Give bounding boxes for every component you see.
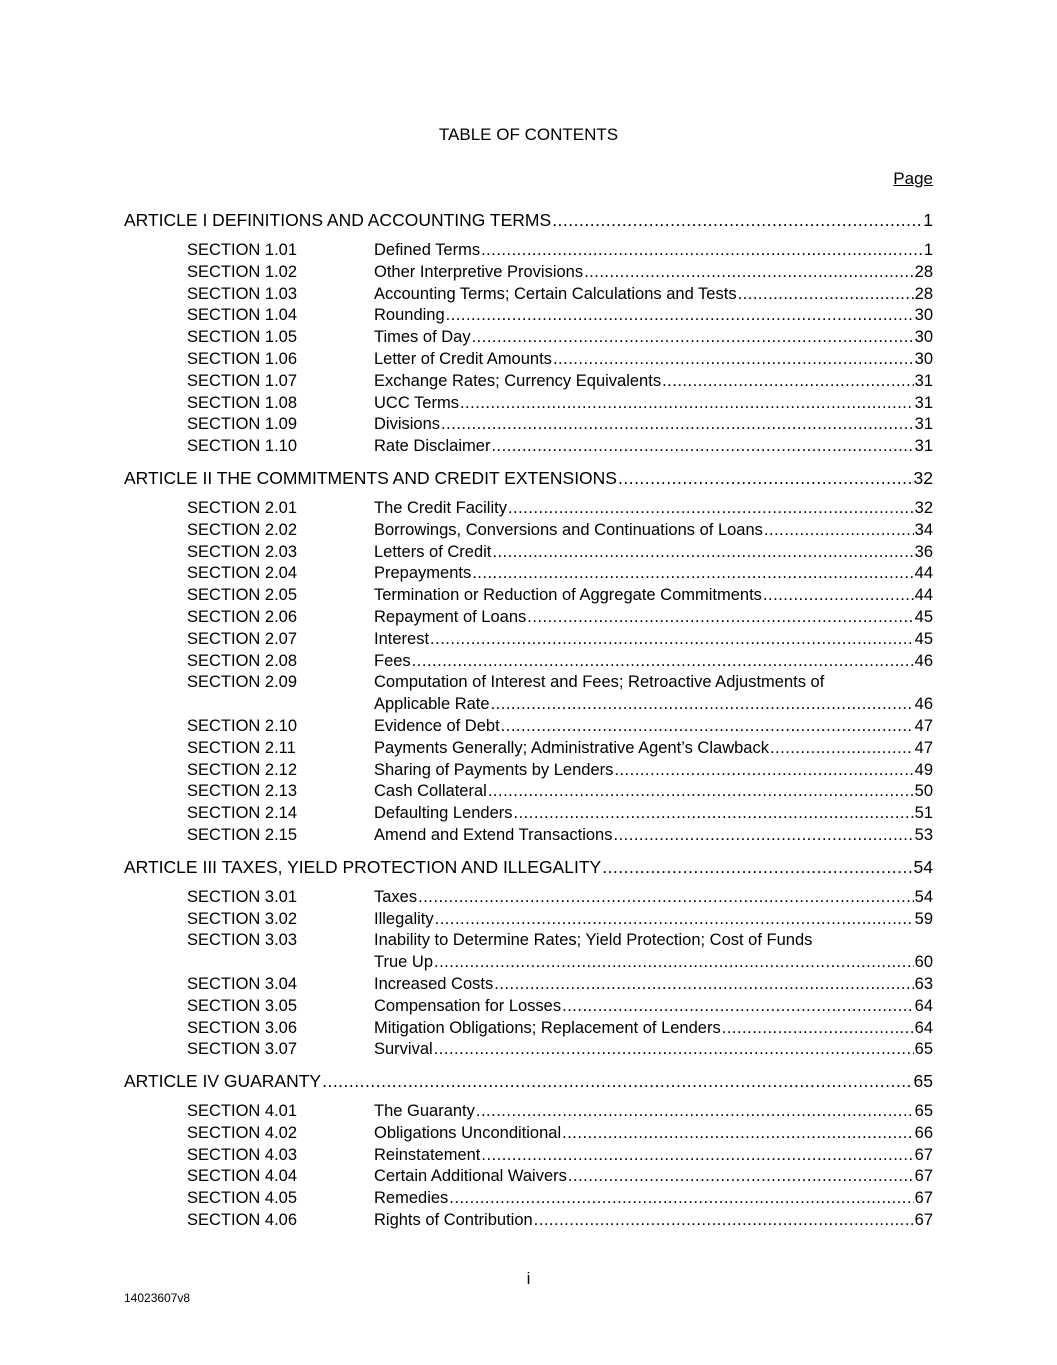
toc-article-entry[interactable] [124, 855, 933, 879]
section-title: The Guaranty [374, 1102, 475, 1121]
section-title-wrap [374, 1210, 933, 1232]
dot-leader [491, 436, 913, 458]
toc-section-entry[interactable] [124, 1039, 933, 1061]
toc-section-entry[interactable] [124, 284, 933, 306]
dot-leader [412, 651, 914, 673]
section-title-wrap [374, 1123, 933, 1145]
dot-leader [584, 262, 914, 284]
toc-section-entry[interactable] [124, 672, 933, 716]
article-title: ARTICLE II THE COMMITMENTS AND CREDIT EXTENSIONS [124, 467, 617, 488]
section-title: Repayment of Loans [374, 607, 527, 626]
section-page-number: 54 [914, 887, 933, 906]
section-number: SECTION 3.04 [187, 974, 298, 993]
section-title-line: True Up [374, 953, 433, 972]
section-title: Evidence of Debt [374, 716, 500, 735]
section-title-wrap [374, 240, 933, 262]
section-number: SECTION 2.14 [187, 804, 298, 823]
section-page-number: 59 [914, 909, 933, 928]
dot-leader [562, 996, 914, 1018]
dot-leader [460, 393, 914, 415]
section-page-number: 31 [914, 393, 933, 412]
section-title: Interest [374, 629, 430, 648]
toc-section-entry[interactable] [124, 1123, 933, 1145]
section-title: Cash Collateral [374, 782, 487, 801]
section-page-number: 30 [914, 328, 933, 347]
section-title: Remedies [374, 1189, 449, 1208]
section-title: Mitigation Obligations; Replacement of Lenders [374, 1018, 721, 1037]
dot-leader [322, 1069, 912, 1093]
section-title: Letter of Credit Amounts [374, 349, 552, 368]
section-title: Fees [374, 651, 411, 670]
toc-section-entry[interactable] [124, 1210, 933, 1232]
toc-section-entry[interactable] [124, 240, 933, 262]
section-number: SECTION 2.10 [187, 716, 298, 735]
section-number: SECTION 3.06 [187, 1018, 298, 1037]
section-number: SECTION 1.05 [187, 328, 298, 347]
section-title: Other Interpretive Provisions [374, 262, 584, 281]
section-title-wrap [374, 887, 933, 909]
section-number: SECTION 2.07 [187, 629, 298, 648]
section-number: SECTION 2.01 [187, 498, 298, 517]
section-title-wrap [374, 349, 933, 371]
section-page-number: 32 [914, 498, 933, 517]
section-page-number: 67 [914, 1145, 933, 1164]
section-page-number: 51 [914, 804, 933, 823]
section-title: Rights of Contribution [374, 1211, 533, 1230]
section-title-wrap [374, 1039, 933, 1061]
section-title: Letters of Credit [374, 542, 492, 561]
toc-section-entry[interactable] [124, 738, 933, 760]
section-title-continuation [374, 694, 933, 716]
section-number: SECTION 1.06 [187, 349, 298, 368]
article-page-number: 1 [923, 210, 933, 230]
section-title-wrap [374, 803, 933, 825]
section-number: SECTION 4.04 [187, 1167, 298, 1186]
section-title-wrap [374, 498, 933, 520]
dot-leader [562, 1123, 914, 1145]
section-number: SECTION 1.04 [187, 306, 298, 325]
section-page-number: 31 [914, 437, 933, 456]
section-title-wrap [374, 651, 933, 673]
dot-leader [553, 349, 914, 371]
section-page-number: 46 [914, 651, 933, 670]
dot-leader [738, 284, 914, 306]
section-title: Prepayments [374, 564, 472, 583]
section-page-number: 44 [914, 586, 933, 605]
section-page-number: 31 [914, 415, 933, 434]
section-title-wrap [374, 327, 933, 349]
section-page-number: 64 [914, 1018, 933, 1037]
dot-leader [481, 1145, 913, 1167]
section-number: SECTION 1.01 [187, 241, 298, 259]
dot-leader [618, 466, 913, 490]
section-number: SECTION 4.06 [187, 1211, 298, 1230]
section-title-wrap [374, 607, 933, 629]
section-page-number: 31 [914, 371, 933, 390]
section-number: SECTION 3.05 [187, 996, 298, 1015]
section-title-wrap [374, 1101, 933, 1123]
toc-section-entry[interactable] [124, 542, 933, 564]
section-number: SECTION 2.15 [187, 825, 298, 844]
section-page-number: 50 [914, 782, 933, 801]
article-title: ARTICLE IV GUARANTY [124, 1071, 322, 1092]
toc-section-entry[interactable] [124, 371, 933, 393]
section-page-number: 45 [914, 607, 933, 626]
section-number: SECTION 2.09 [187, 673, 298, 692]
section-number: SECTION 3.02 [187, 909, 298, 928]
document-id: 14023607v8 [124, 1291, 191, 1305]
dot-leader [662, 371, 914, 393]
section-title: Exchange Rates; Currency Equivalents [374, 371, 662, 390]
section-title-wrap [374, 1188, 933, 1210]
section-page-number: 67 [914, 1167, 933, 1186]
dot-leader [449, 1188, 913, 1210]
article-page-number: 54 [913, 856, 933, 877]
section-page-number: 47 [914, 738, 933, 757]
section-title-wrap [374, 1018, 933, 1040]
toc-section-entry[interactable] [124, 716, 933, 738]
toc-title: TABLE OF CONTENTS [438, 125, 619, 144]
section-page-number: 63 [914, 974, 933, 993]
toc-article-entry[interactable] [124, 466, 933, 490]
section-page-number: 1 [923, 241, 933, 259]
section-title: Payments Generally; Administrative Agent’s Clawback [374, 738, 769, 757]
dot-leader [534, 1210, 914, 1232]
section-title-wrap [374, 305, 933, 327]
section-title-wrap [374, 909, 933, 931]
section-number: SECTION 2.12 [187, 760, 298, 779]
toc-section-entry[interactable] [124, 1166, 933, 1188]
section-title-wrap [374, 436, 933, 458]
toc-article-entry[interactable] [124, 208, 933, 232]
dot-leader [476, 1101, 914, 1123]
section-title: Certain Additional Waivers [374, 1167, 567, 1186]
dot-leader [501, 716, 914, 738]
section-title: Borrowings, Conversions and Continuations of Loans [374, 520, 763, 539]
dot-leader [613, 825, 913, 847]
section-number: SECTION 4.02 [187, 1123, 298, 1142]
dot-leader [602, 855, 912, 879]
section-number: SECTION 1.02 [187, 262, 298, 281]
section-number: SECTION 1.03 [187, 284, 298, 303]
dot-leader [441, 414, 914, 436]
section-title-wrap [374, 996, 933, 1018]
section-title-wrap [374, 371, 933, 393]
section-title-line: Inability to Determine Rates; Yield Protection; Cost of Funds [374, 931, 813, 950]
section-title-line: Computation of Interest and Fees; Retroactive Adjustments of [374, 673, 825, 692]
section-number: SECTION 2.05 [187, 586, 298, 605]
dot-leader [434, 952, 914, 974]
toc-body [124, 208, 933, 1232]
section-title-wrap [374, 284, 933, 306]
toc-section-entry[interactable] [124, 1188, 933, 1210]
toc-section-entry[interactable] [124, 974, 933, 996]
section-number: SECTION 3.07 [187, 1040, 298, 1059]
section-number: SECTION 4.03 [187, 1145, 298, 1164]
section-title-wrap [374, 542, 933, 564]
section-title-block [374, 672, 933, 716]
dot-leader [491, 694, 914, 716]
section-title: Obligations Unconditional [374, 1123, 562, 1142]
section-title: Accounting Terms; Certain Calculations and Tests [374, 284, 737, 303]
section-page-number: 28 [914, 262, 933, 281]
toc-article-entry[interactable] [124, 1069, 933, 1093]
section-number: SECTION 2.13 [187, 782, 298, 801]
dot-leader [494, 974, 913, 996]
section-title-wrap [374, 760, 933, 782]
toc-section-entry[interactable] [124, 930, 933, 974]
section-number: SECTION 4.01 [187, 1102, 298, 1121]
toc-section-entry[interactable] [124, 1101, 933, 1123]
toc-section-entry[interactable] [124, 887, 933, 909]
section-page-number: 67 [914, 1211, 933, 1230]
dot-leader [527, 607, 913, 629]
section-title-wrap [374, 1166, 933, 1188]
dot-leader [552, 208, 922, 232]
dot-leader [430, 629, 914, 651]
section-number: SECTION 1.09 [187, 415, 298, 434]
section-title-line: Applicable Rate [374, 695, 490, 714]
section-title: Compensation for Losses [374, 996, 562, 1015]
section-title-wrap [374, 1145, 933, 1167]
dot-leader [568, 1166, 914, 1188]
section-page-number: 28 [914, 284, 933, 303]
dot-leader [508, 498, 914, 520]
section-page-number: 46 [914, 695, 933, 714]
section-title: UCC Terms [374, 393, 459, 412]
footer-page-number: i [526, 1269, 531, 1288]
section-title: Defaulting Lenders [374, 804, 513, 823]
section-title-continuation [374, 952, 933, 974]
section-title-wrap [374, 414, 933, 436]
dot-leader [434, 1039, 914, 1061]
section-page-number: 66 [914, 1123, 933, 1142]
article-title: ARTICLE I DEFINITIONS AND ACCOUNTING TERMS [124, 210, 552, 230]
dot-leader [492, 542, 913, 564]
dot-leader [481, 240, 923, 262]
section-title: Divisions [374, 415, 441, 434]
section-page-number: 67 [914, 1189, 933, 1208]
section-title-wrap [374, 825, 933, 847]
dot-leader [614, 760, 913, 782]
toc-section-entry[interactable] [124, 327, 933, 349]
section-page-number: 44 [914, 564, 933, 583]
section-title: Times of Day [374, 328, 471, 347]
toc-section-entry[interactable] [124, 563, 933, 585]
section-title-block [374, 930, 933, 974]
dot-leader [472, 327, 914, 349]
toc-section-entry[interactable] [124, 629, 933, 651]
section-page-number: 34 [914, 520, 933, 539]
section-page-number: 60 [914, 953, 933, 972]
section-page-number: 36 [914, 542, 933, 561]
toc-section-entry[interactable] [124, 414, 933, 436]
dot-leader [488, 781, 914, 803]
section-number: SECTION 3.01 [187, 887, 298, 906]
section-title-wrap [374, 716, 933, 738]
section-title-wrap [374, 629, 933, 651]
section-number: SECTION 2.11 [187, 738, 296, 757]
section-title: Illegality [374, 909, 434, 928]
section-title: Defined Terms [374, 241, 481, 259]
toc-section-entry[interactable] [124, 909, 933, 931]
section-title: The Credit Facility [374, 498, 507, 517]
section-number: SECTION 2.03 [187, 542, 298, 561]
section-title: Termination or Reduction of Aggregate Commitments [374, 586, 762, 605]
section-number: SECTION 4.05 [187, 1189, 298, 1208]
article-page-number: 65 [913, 1071, 933, 1092]
toc-section-entry[interactable] [124, 1145, 933, 1167]
section-title: Taxes [374, 887, 418, 906]
toc-section-entry[interactable] [124, 393, 933, 415]
section-title-wrap [374, 585, 933, 607]
section-number: SECTION 1.08 [187, 393, 298, 412]
section-page-number: 65 [914, 1040, 933, 1059]
section-number: SECTION 2.04 [187, 564, 298, 583]
page-column-label: Page [893, 169, 933, 188]
section-number: SECTION 1.10 [187, 437, 298, 456]
section-number: SECTION 2.06 [187, 607, 298, 626]
section-number: SECTION 1.07 [187, 371, 298, 390]
section-title: Survival [374, 1040, 433, 1059]
section-page-number: 49 [914, 760, 933, 779]
dot-leader [418, 887, 914, 909]
toc-section-entry[interactable] [124, 305, 933, 327]
toc-section-entry[interactable] [124, 498, 933, 520]
section-page-number: 45 [914, 629, 933, 648]
section-title: Sharing of Payments by Lenders [374, 760, 614, 779]
section-title-wrap [374, 563, 933, 585]
toc-section-entry[interactable] [124, 607, 933, 629]
toc-section-entry[interactable] [124, 781, 933, 803]
section-page-number: 65 [914, 1102, 933, 1121]
section-number: SECTION 2.08 [187, 651, 298, 670]
section-title-wrap [374, 738, 933, 760]
section-title: Rate Disclaimer [374, 437, 491, 456]
toc-section-entry[interactable] [124, 996, 933, 1018]
toc-section-entry[interactable] [124, 1018, 933, 1040]
toc-section-entry[interactable] [124, 262, 933, 284]
section-title-wrap [374, 974, 933, 996]
toc-section-entry[interactable] [124, 803, 933, 825]
toc-section-entry[interactable] [124, 825, 933, 847]
section-page-number: 64 [914, 996, 933, 1015]
article-title: ARTICLE III TAXES, YIELD PROTECTION AND ILLEGALITY [124, 856, 602, 877]
toc-section-entry[interactable] [124, 585, 933, 607]
section-title: Rounding [374, 306, 445, 325]
section-number: SECTION 2.02 [187, 520, 298, 539]
toc-section-entry[interactable] [124, 436, 933, 458]
dot-leader [722, 1018, 914, 1040]
dot-leader [514, 803, 914, 825]
dot-leader [763, 585, 914, 607]
toc-section-entry[interactable] [124, 349, 933, 371]
section-title-wrap [374, 781, 933, 803]
section-number: SECTION 3.03 [187, 931, 298, 950]
dot-leader [770, 738, 914, 760]
section-page-number: 47 [914, 716, 933, 735]
section-page-number: 53 [914, 825, 933, 844]
section-page-number: 30 [914, 306, 933, 325]
dot-leader [446, 305, 914, 327]
dot-leader [764, 520, 914, 542]
article-page-number: 32 [913, 467, 933, 488]
section-title-wrap [374, 393, 933, 415]
section-title-wrap [374, 520, 933, 542]
toc-section-entry[interactable] [124, 651, 933, 673]
section-title: Reinstatement [374, 1145, 481, 1164]
section-title: Increased Costs [374, 974, 494, 993]
section-title: Amend and Extend Transactions [374, 825, 613, 844]
dot-leader [472, 563, 913, 585]
section-page-number: 30 [914, 349, 933, 368]
dot-leader [435, 909, 914, 931]
toc-section-entry[interactable] [124, 520, 933, 542]
toc-section-entry[interactable] [124, 760, 933, 782]
section-title-wrap [374, 262, 933, 284]
